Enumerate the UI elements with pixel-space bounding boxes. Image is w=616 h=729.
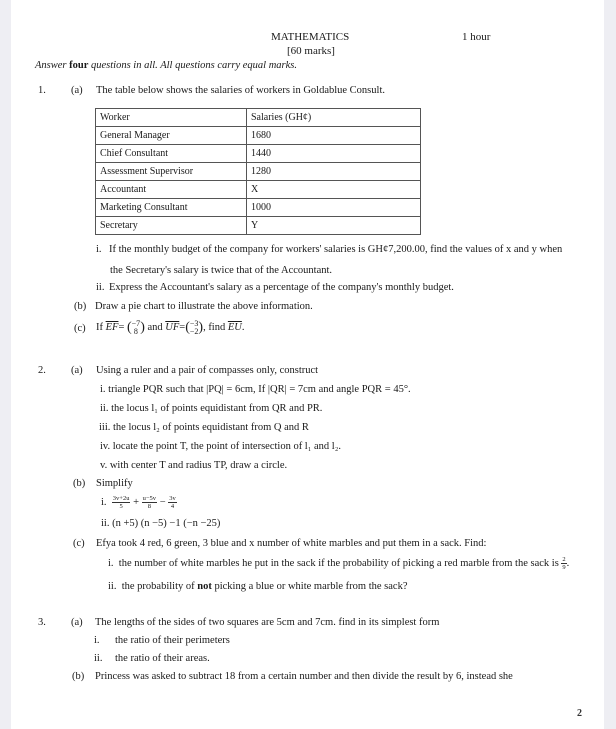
plus-operator: + [133,497,140,508]
numerator: 2 [562,556,566,564]
q2a-item [100,459,287,472]
vector-eu: $\overline{EU}$ [227,322,242,333]
vector-top: −3 [189,318,199,328]
q3-number: 3. [38,617,46,628]
table-row [96,217,421,235]
table-cell: X [247,181,421,199]
item-text: with center T and radius TP, draw a circle. [109,460,288,471]
vector-bottom: 8 [133,326,138,336]
q2b-label: (b) [73,478,86,489]
table-row [96,181,421,199]
q2-number: 2. [38,365,46,376]
item-label: i. [100,384,106,395]
q1a-label: (a) [71,85,83,96]
table-row [96,127,421,145]
table-cell: 1440 [247,145,421,163]
q1a-text: The table below shows the salaries of workers in Goldablue Consult. [96,85,385,96]
equals-sign: = [118,322,125,333]
item-text: the locus l₁ of points equidistant from QR and PR. [111,403,323,414]
q1c-and: and [147,322,163,333]
column-vector-ef [132,320,141,336]
item-label: ii. [108,581,117,592]
table-cell: Chief Consultant [96,145,247,163]
q3a-label: (a) [71,617,83,628]
q1ai-label: i. [96,244,102,255]
vector-bottom: −2 [189,326,199,336]
table-cell: 1280 [247,163,421,181]
minus-operator: − [159,497,166,508]
numerator: 3v [169,495,176,503]
table-cell: General Manager [96,127,247,145]
total-marks: [60 marks] [287,45,335,57]
left-paren: ( [185,319,190,335]
q1c-text [96,317,244,339]
q3ai-text: the ratio of their perimeters [115,635,230,646]
table-cell: Accountant [96,181,247,199]
fraction [112,495,131,510]
q2a-item [100,440,341,453]
q1ai-text-line2: the Secretary's salary is twice that of the Accountant. [110,265,333,276]
numerator: u−5v [142,495,157,503]
q1b-text: Draw a pie chart to illustrate the above information. [95,301,313,312]
table-row [96,145,421,163]
q2a-text: Using a ruler and a pair of compasses only, construct [96,365,319,376]
q3ai-label: i. [94,635,100,646]
q3b-label: (b) [72,671,85,682]
q1b-label: (b) [74,301,87,312]
q3a-text: The lengths of the sides of two squares are 5cm and 7cm. find in its simplest form [95,617,440,628]
instructions-post: questions in all. All questions carry equal marks. [88,60,298,71]
item-text: triangle PQR such that |PQ| = 6cm, If |QR| = 7cm and angle PQR = 45°. [108,384,411,395]
q1-number: 1. [38,85,46,96]
exam-duration: 1 hour [462,31,491,43]
q1c-if: If [96,322,103,333]
q2ci [108,554,569,574]
table-header-row [96,109,421,127]
table-cell: 1680 [247,127,421,145]
item-text-pre: the probability of [121,581,198,592]
item-end: . [566,558,570,569]
item-label: ii. [101,518,110,529]
q2a-label: (a) [71,365,83,376]
table-header-cell: Salaries (GH¢) [247,109,421,127]
subject-title: MATHEMATICS [271,31,350,43]
table-cell: 1000 [247,199,421,217]
q3aii-label: ii. [94,653,103,664]
q2bii [101,517,220,530]
table-cell: Assessment Supervisor [96,163,247,181]
item-text: locate the point T, the point of intersection of l₁ and l₂. [112,441,342,452]
item-label: iii. [99,422,111,433]
q1c-end: . [241,322,245,333]
item-text-bold: not [197,581,212,592]
item-label: i. [101,497,107,508]
item-label: ii. [100,403,109,414]
q3aii-text: the ratio of their areas. [115,653,210,664]
denominator: 5 [119,503,123,511]
item-label: iv. [100,441,111,452]
q2a-item [100,383,411,396]
vector-top: −7 [131,318,141,328]
vector-uf: $\overline{UF}$ [165,322,180,333]
right-paren: ) [140,319,145,335]
table-row [96,163,421,181]
q1aii-label: ii. [96,282,105,293]
instructions-pre: Answer [35,60,70,71]
denominator: 8 [147,503,151,511]
numerator: 3v+2u [112,495,130,503]
equals-sign: = [179,322,186,333]
page-number: 2 [577,708,582,719]
q1ai-text-line1: If the monthly budget of the company for workers' salaries is GH¢7,200.00, find the values of x and y when [109,244,563,255]
table-cell: Y [247,217,421,235]
denominator: 4 [170,503,175,511]
denominator: 9 [562,564,566,572]
fraction [168,495,177,510]
item-text-post: picking a blue or white marble from the sack? [211,581,408,592]
salary-table [95,108,421,235]
table-row [96,199,421,217]
q2c-label: (c) [73,538,85,549]
q3b-text: Princess was asked to subtract 18 from a certain number and then divide the result by 6, instead she [95,671,513,682]
table-cell: Secretary [96,217,247,235]
q2a-item [100,402,322,415]
q1c-find: , find [203,322,226,333]
q1aii-text: Express the Accountant's salary as a percentage of the company's monthly budget. [109,282,454,293]
vector-ef: $\overline{EF}$ [105,322,119,333]
q2c-text: Efya took 4 red, 6 green, 3 blue and x number of white marbles and put them in a sack. Find: [96,538,487,549]
q2a-item [99,421,309,434]
item-text: the locus l₂ of points equidistant from Q and R [113,422,309,433]
table-cell: Marketing Consultant [96,199,247,217]
q2bi-expression [101,493,177,513]
item-label: v. [100,460,108,471]
left-paren: ( [127,319,132,335]
q2cii [108,580,407,593]
item-text: (n +5) (n −5) −1 (−n −25) [112,518,221,529]
item-label: i. [108,558,114,569]
q2b-text: Simplify [96,478,133,489]
instructions-bold: four [69,60,89,71]
q1c-label: (c) [74,323,86,334]
table-header-cell: Worker [96,109,247,127]
instructions [35,59,297,72]
column-vector-uf [190,320,199,336]
right-paren: ) [198,319,204,335]
item-text: the number of white marbles he put in the sack if the probability of picking a red marble from the sack is [118,558,559,569]
fraction [142,495,157,510]
